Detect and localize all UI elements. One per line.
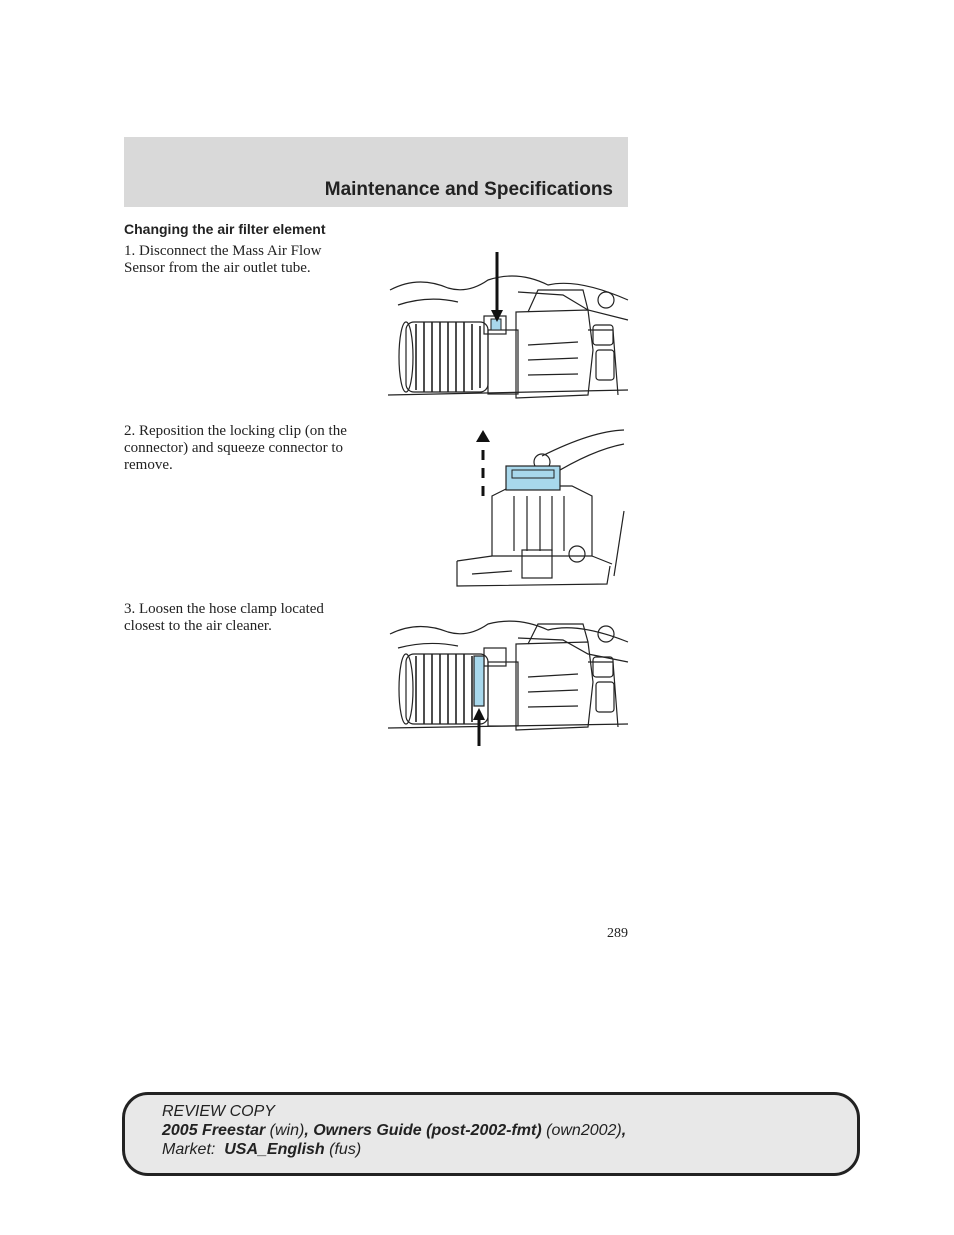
- footer-text: [162, 1102, 626, 1159]
- footer-comma: ,: [621, 1122, 627, 1139]
- footer-model-code: (win): [269, 1122, 305, 1139]
- header-band: [124, 137, 628, 207]
- illustration-connector-clip: [452, 426, 632, 590]
- illustration-maf-sensor: [388, 250, 630, 402]
- footer-market-label: Market:: [162, 1141, 216, 1158]
- section-heading: Changing the air filter element: [124, 221, 326, 237]
- footer-line-review: REVIEW COPY: [162, 1103, 275, 1120]
- step-3-text: 3. Loosen the hose clamp located closest to the air cleaner.: [124, 601, 324, 634]
- footer-market: USA_English: [224, 1141, 325, 1158]
- illustration-hose-clamp: [388, 612, 630, 748]
- footer-guide: , Owners Guide (post-2002-fmt): [304, 1122, 542, 1139]
- page-number: 289: [607, 926, 628, 941]
- review-copy-footer: [122, 1092, 860, 1176]
- footer-line-market: [162, 1140, 626, 1159]
- page-title: Maintenance and Specifications: [324, 179, 613, 200]
- footer-line-publication: [162, 1121, 626, 1140]
- footer-model: 2005 Freestar: [162, 1122, 266, 1139]
- step-1-text: 1. Disconnect the Mass Air Flow Sensor from the air outlet tube.: [124, 243, 322, 276]
- footer-market-code: (fus): [329, 1141, 362, 1158]
- footer-guide-code: (own2002): [546, 1122, 622, 1139]
- step-2-text: 2. Reposition the locking clip (on the connector) and squeeze connector to remove.: [124, 423, 347, 473]
